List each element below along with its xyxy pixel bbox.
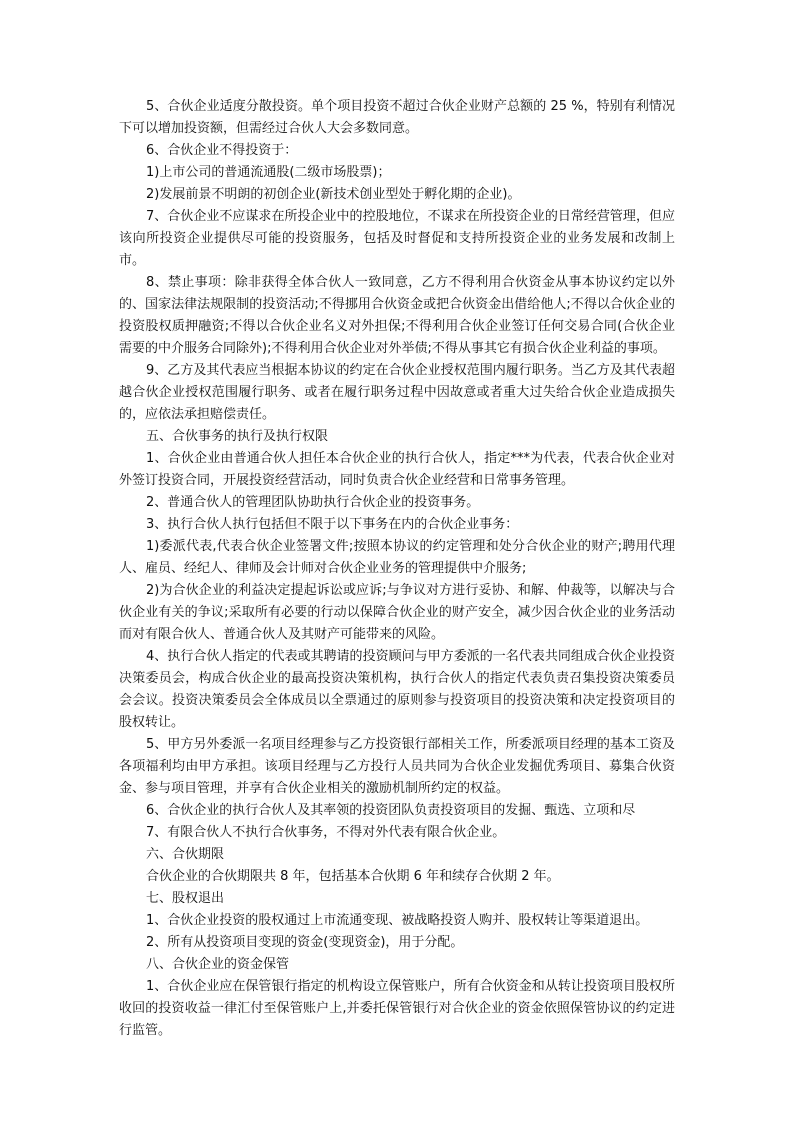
list-item-litigation: 2)为合伙企业的利益决定提起诉讼或应诉;与争议对方进行妥协、和解、仲裁等，以解决与合伙企业有关的争议;采取所有必要的行动以保障合伙企业的财产安全，减少因合伙企业的业务活动而对有限合伙人、普通合伙人及其财产可能带来的风险。 <box>119 583 675 642</box>
document-page <box>119 96 675 1042</box>
paragraph-partnership-term: 合伙企业的合伙期限共 8 年，包括基本合伙期 6 年和续存合伙期 2 年。 <box>146 869 560 884</box>
paragraph-project-manager: 5、甲方另外委派一名项目经理参与乙方投资银行部相关工作，所委派项目经理的基本工资及各项福利均由甲方承担。该项目经理与乙方投行人员共同为合伙企业发掘优秀项目、募集合伙资金、参与项目管理，并享有合伙企业相关的激励机制所约定的权益。 <box>119 737 675 796</box>
paragraph-limited-partners: 7、有限合伙人不执行合伙事务，不得对外代表有限合伙企业。 <box>146 825 506 840</box>
paragraph-executive-partner: 1、合伙企业由普通合伙人担任本合伙企业的执行合伙人，指定***为代表，代表合伙企业对外签订投资合同，开展投资经营活动，同时负责合伙企业经营和日常事务管理。 <box>119 451 675 488</box>
paragraph-6-prohibited-investments: 6、合伙企业不得投资于： <box>146 143 298 158</box>
list-item-delegate-representative: 1)委派代表,代表合伙企业签署文件;按照本协议的约定管理和处分合伙企业的财产;聘用代理人、雇员、经纪人、律师及会计师对合伙企业业务的管理提供中介服务; <box>119 539 675 576</box>
paragraph-custody-account: 1、合伙企业应在保管银行指定的机构设立保管账户，所有合伙资金和从转让投资项目股权所收回的投资收益一律汇付至保管账户上,并委托保管银行对合伙企业的资金依照保管协议的约定进行监管。 <box>119 979 675 1038</box>
paragraph-investment-team: 6、合伙企业的执行合伙人及其率领的投资团队负责投资项目的发掘、甄选、立项和尽 <box>146 803 636 818</box>
list-item-listed-shares: 1)上市公司的普通流通股(二级市场股票)； <box>146 165 391 180</box>
paragraph-equity-exit: 1、合伙企业投资的股权通过上市流通变现、被战略投资人购并、股权转让等渠道退出。 <box>146 913 649 928</box>
section-heading-5: 五、合伙事务的执行及执行权限 <box>146 429 329 444</box>
section-heading-8: 八、合伙企业的资金保管 <box>146 957 290 972</box>
paragraph-5-diversified-investment: 5、合伙企业适度分散投资。单个项目投资不超过合伙企业财产总额的 25 %，特别有利情况下可以增加投资额，但需经过合伙人大会多数同意。 <box>119 99 675 136</box>
list-item-startup-companies: 2)发展前景不明朗的初创企业(新技术创业型处于孵化期的企业)。 <box>146 187 521 202</box>
paragraph-7-no-control: 7、合伙企业不应谋求在所投企业中的控股地位，不谋求在所投资企业的日常经营管理，但应该向所投资企业提供尽可能的投资服务，包括及时督促和支持所投资企业的业务发展和改制上市。 <box>119 209 675 268</box>
paragraph-management-team: 2、普通合伙人的管理团队协助执行合伙企业的投资事务。 <box>146 495 480 510</box>
paragraph-investment-committee: 4、执行合伙人指定的代表或其聘请的投资顾问与甲方委派的一名代表共同组成合伙企业投资决策委员会，构成合伙企业的最高投资决策机构，执行合伙人的指定代表负责召集投资决策委员会会议。投资决策委员会全体成员以全票通过的原则参与投资项目的投资决策和决定投资项目的股权转让。 <box>119 649 675 730</box>
paragraph-8-prohibited-matters: 8、禁止事项：除非获得全体合伙人一致同意，乙方不得利用合伙资金从事本协议约定以外的、国家法律法规限制的投资活动;不得挪用合伙资金或把合伙资金出借给他人;不得以合伙企业的投资股权质押融资;不得以合伙企业名义对外担保;不得利用合伙企业签订任何交易合同(合伙企业需要的中介服务合同除外);不得利用合伙企业对外举债;不得从事其它有损合伙企业利益的事项。 <box>119 275 675 356</box>
paragraph-executive-duties: 3、执行合伙人执行包括但不限于以下事务在内的合伙企业事务： <box>146 517 519 532</box>
paragraph-realized-funds: 2、所有从投资项目变现的资金(变现资金)，用于分配。 <box>146 935 464 950</box>
section-heading-7: 七、股权退出 <box>146 891 225 906</box>
paragraph-9-liability: 9、乙方及其代表应当根据本协议的约定在合伙企业授权范围内履行职务。当乙方及其代表超越合伙企业授权范围履行职务、或者在履行职务过程中因故意或者重大过失给合伙企业造成损失的，应依法承担赔偿责任。 <box>119 363 675 422</box>
section-heading-6: 六、合伙期限 <box>146 847 225 862</box>
